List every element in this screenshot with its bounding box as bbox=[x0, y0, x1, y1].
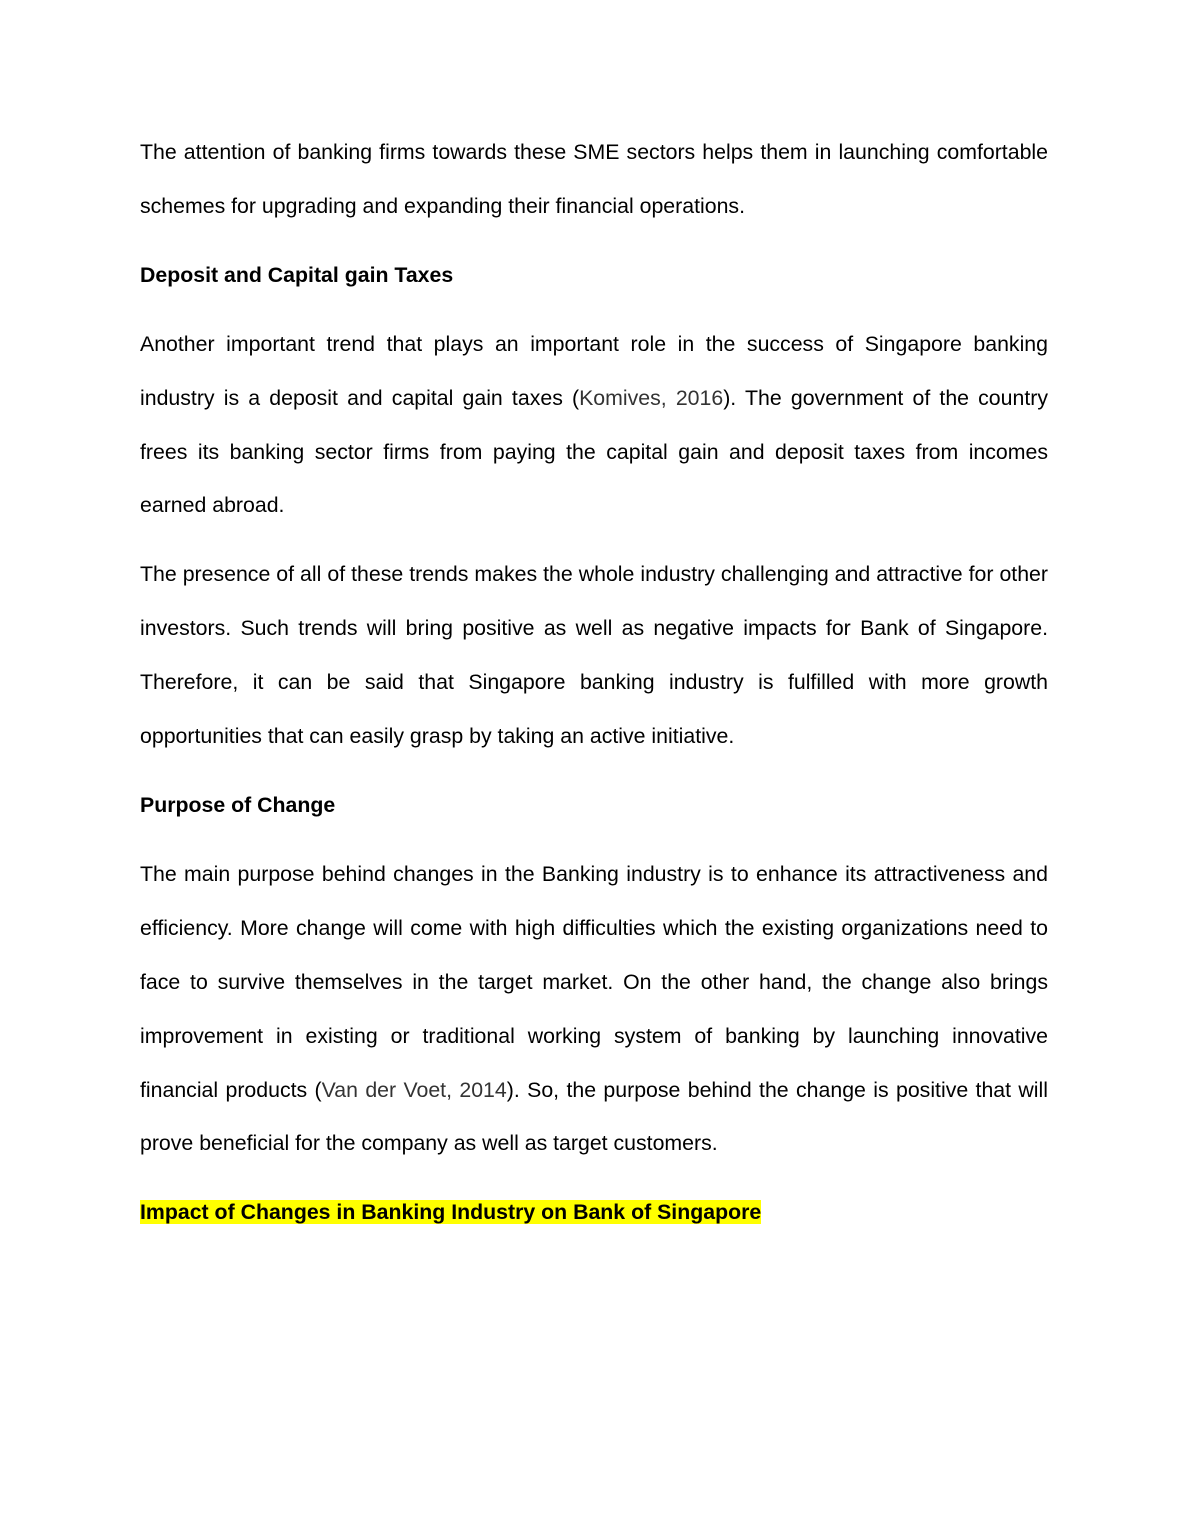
heading-deposit-capital-gain-taxes: Deposit and Capital gain Taxes bbox=[140, 262, 454, 287]
paragraph-trends: The presence of all of these trends makes the whole industry challenging and attractive for other investors. Such trends will bring positive as well as negative impacts for Bank of Singapore. Therefore, it can be said that Singapore banking industry is fulfilled with more growth opportunities that can easily grasp by taking an active initiative. bbox=[140, 562, 1048, 749]
citation-komives: Komives, 2016 bbox=[579, 385, 724, 410]
document-page bbox=[140, 126, 1048, 1255]
paragraph-text: ). The government of the country frees its banking sector firms from paying the capital gain and deposit taxes from incomes earned abroad. bbox=[140, 385, 1049, 518]
heading-impact-of-changes bbox=[140, 1186, 1048, 1240]
paragraph-text: ). So, the purpose behind the change is positive that will prove beneficial for the company as well as target customers. bbox=[140, 1077, 1049, 1156]
paragraph-text: Another important trend that plays an important role in the success of Singapore banking industry is a deposit and capital gain taxes ( bbox=[140, 331, 1048, 410]
paragraph-sme-attention: The attention of banking firms towards these SME sectors helps them in launching comfortable schemes for upgrading and expanding their financial operations. bbox=[140, 140, 1048, 218]
highlighted-heading-text: Impact of Changes in Banking Industry on Bank of Singapore bbox=[140, 1200, 762, 1225]
paragraph-deposit-taxes bbox=[140, 318, 1048, 534]
citation-van-der-voet: Van der Voet, 2014 bbox=[321, 1077, 507, 1102]
heading-purpose-of-change: Purpose of Change bbox=[140, 792, 336, 817]
paragraph-text: The main purpose behind changes in the Banking industry is to enhance its attractiveness and efficiency. More change will come with high difficulties which the existing organizations need to face to survive themselves in the target market. On the other hand, the change also brings improvement in existing or traditional working system of banking by launching innovative financial products ( bbox=[140, 861, 1048, 1102]
paragraph-purpose bbox=[140, 848, 1048, 1171]
